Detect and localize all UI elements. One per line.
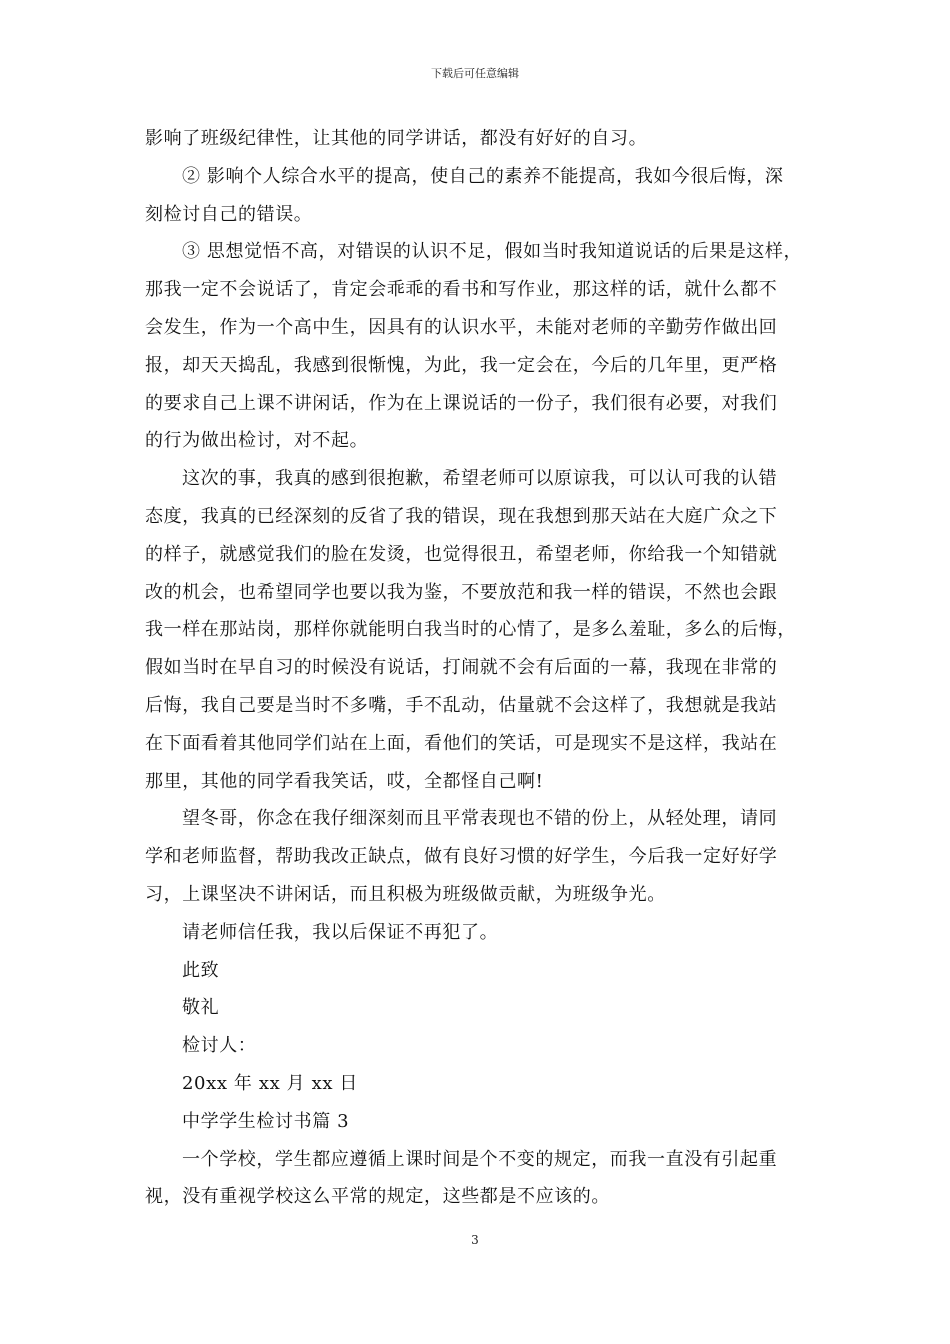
text-line: 这次的事，我真的感到很抱歉，希望老师可以原谅我，可以认可我的认错 — [182, 468, 778, 490]
text-line: 假如当时在早自习的时候没有说话，打闹就不会有后面的一幕，我现在非常的 — [145, 657, 778, 679]
text-line: 学和老师监督，帮助我改正缺点，做有良好习惯的好学生，今后我一定好好学 — [145, 846, 778, 868]
text-line: ② 影响个人综合水平的提高，使自己的素养不能提高，我如今很后悔，深 — [182, 165, 784, 187]
text-line: 会发生，作为一个高中生，因具有的认识水平，未能对老师的辛勤劳作做出回 — [145, 316, 778, 338]
text-line: 我一样在那站岗，那样你就能明白我当时的心情了，是多么羞耻，多么的后悔， — [145, 619, 796, 641]
text-line: 改的机会，也希望同学也要以我为鉴，不要放范和我一样的错误，不然也会跟 — [145, 581, 778, 603]
text-line: 望冬哥，你念在我仔细深刻而且平常表现也不错的份上，从轻处理，请同 — [182, 808, 778, 830]
text-line: 后悔，我自己要是当时不多嘴，手不乱动，估量就不会这样了，我想就是我站 — [145, 694, 778, 716]
page-number: 3 — [471, 1233, 479, 1247]
text-line: 在下面看着其他同学们站在上面，看他们的笑话，可是现实不是这样，我站在 — [145, 732, 778, 754]
section-title: 中学学生检讨书篇 3 — [182, 1110, 350, 1132]
text-line: 刻检讨自己的错误。 — [145, 203, 313, 225]
text-line: 的行为做出检讨，对不起。 — [145, 430, 369, 452]
text-line: 那里，其他的同学看我笑话，哎，全都怪自己啊! — [145, 770, 544, 792]
text-line: ③ 思想觉悟不高，对错误的认识不足，假如当时我知道说话的后果是这样， — [182, 241, 803, 263]
text-line: 态度，我真的已经深刻的反省了我的错误，现在我想到那天站在大庭广众之下 — [145, 505, 778, 527]
text-line: 习，上课坚决不讲闲话，而且积极为班级做贡献，为班级争光。 — [145, 883, 666, 905]
salutation-line: 敬礼 — [182, 997, 220, 1019]
page-header: 下载后可任意编辑 — [431, 67, 519, 80]
document-body — [145, 120, 807, 1216]
text-line: 请老师信任我，我以后保证不再犯了。 — [182, 921, 499, 943]
text-line: 那我一定不会说话了，肯定会乖乖的看书和写作业，那这样的话，就什么都不 — [145, 279, 778, 301]
date-line: 20xx 年 xx 月 xx 日 — [182, 1072, 359, 1094]
signature-label: 检讨人： — [182, 1035, 257, 1057]
text-line: 影响了班级纪律性，让其他的同学讲话，都没有好好的自习。 — [145, 128, 648, 149]
text-line: 报，却天天捣乱，我感到很惭愧，为此，我一定会在，今后的几年里，更严格 — [145, 354, 778, 376]
text-line: 的样子，就感觉我们的脸在发烫，也觉得很丑，希望老师，你给我一个知错就 — [145, 543, 778, 565]
text-line: 一个学校，学生都应遵循上课时间是个不变的规定，而我一直没有引起重 — [182, 1148, 778, 1170]
text-line: 的要求自己上课不讲闲话，作为在上课说话的一份子，我们很有必要，对我们 — [145, 392, 778, 414]
salutation-line: 此致 — [182, 959, 220, 981]
text-line: 视，没有重视学校这么平常的规定，这些都是不应该的。 — [145, 1186, 610, 1208]
